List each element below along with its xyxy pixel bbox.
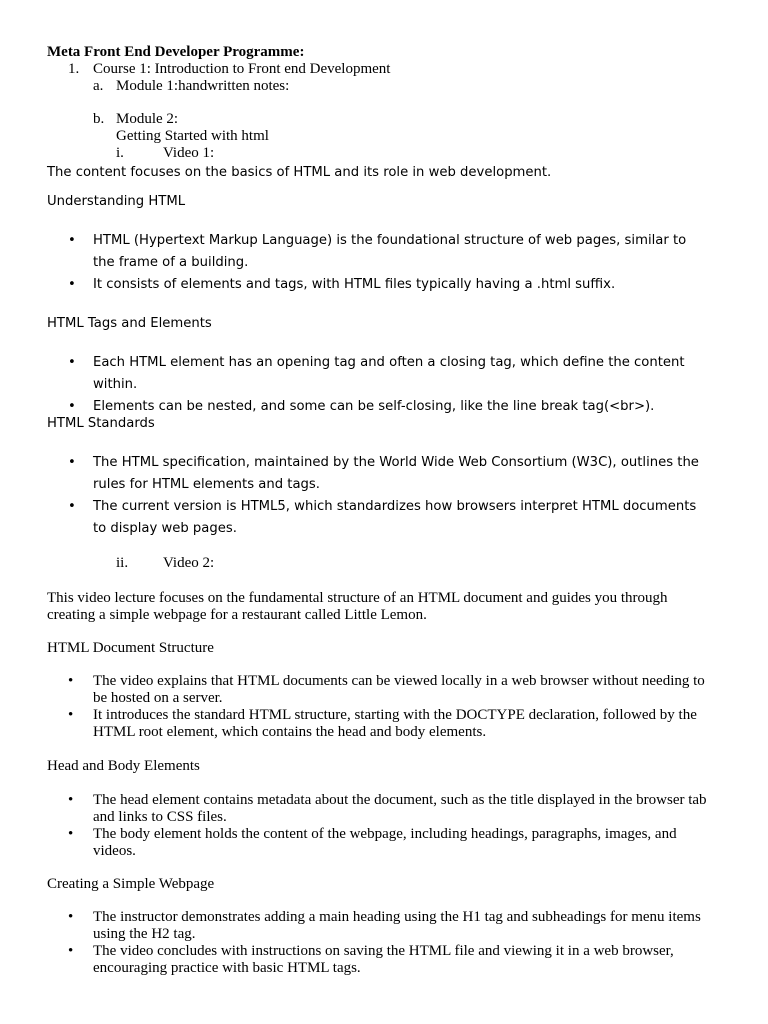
bullet-glyph: • [68,792,74,808]
section-heading: Understanding HTML [47,194,186,209]
list-item: • The head element contains metadata about the document, such as the title displayed in the browser tab and links to CSS files. [68,792,707,825]
bullet-glyph: • [68,909,74,925]
bullet-list [68,452,710,540]
section-heading: Creating a Simple Webpage [47,876,215,892]
section-heading: Head and Body Elements [47,758,200,774]
video-2-numeral: ii. [116,555,129,571]
list-item: • The video explains that HTML documents can be viewed locally in a web browser without needing to be hosted on a server. [68,673,705,706]
course-label: Course 1: Introduction to Front end Development [93,61,391,77]
bullet-glyph: • [68,673,74,689]
list-item: • The current version is HTML5, which standardizes how browsers interpret HTML documents to display web pages. [68,496,710,540]
bullet-list [68,230,710,296]
bullet-glyph: • [68,233,76,248]
list-item: • The HTML specification, maintained by the World Wide Web Consortium (W3C), outlines the rules for HTML elements and tags. [68,452,710,496]
module-2-subtitle: Getting Started with html [116,128,269,144]
bullet-glyph: • [68,355,76,370]
bullet-glyph: • [68,499,76,514]
video-2-item [116,555,215,572]
bullet-glyph: • [68,826,74,842]
list-item: • The body element holds the content of the webpage, including headings, paragraphs, images, and videos. [68,826,677,859]
section-heading: HTML Tags and Elements [47,316,212,331]
module-1-letter: a. [93,78,104,94]
video-1-intro: The content focuses on the basics of HTML and its role in web development. [47,165,552,180]
bullet-list [68,909,710,977]
bullet-list [68,352,710,418]
bullet-glyph: • [68,277,76,292]
list-item: • Elements can be nested, and some can be self-closing, like the line break tag(<br>). [68,396,710,418]
list-item: • HTML (Hypertext Markup Language) is the foundational structure of web pages, similar to the frame of a building. [68,230,710,274]
list-item: • The video concludes with instructions on saving the HTML file and viewing it in a web browser, encouraging practice with basic HTML tags. [68,943,674,976]
bullet-list [68,792,710,860]
section-heading: HTML Document Structure [47,640,214,656]
module-2-label: Module 2: [116,111,179,127]
module-2-letter: b. [93,111,105,127]
video-1-label: Video 1: [163,145,215,161]
list-item: • The instructor demonstrates adding a main heading using the H1 tag and subheadings for menu items using the H2 tag. [68,909,701,942]
bullet-glyph: • [68,707,74,723]
bullet-list [68,673,710,741]
module-1-label: Module 1:handwritten notes: [116,78,290,94]
video-2-label: Video 2: [163,555,215,571]
course-number: 1. [68,61,80,77]
video-2-intro: This video lecture focuses on the fundamental structure of an HTML document and guides you through creating a simple webpage for a restaurant called Little Lemon. [47,590,668,623]
bullet-glyph: • [68,455,76,470]
list-item: • Each HTML element has an opening tag and often a closing tag, which define the content within. [68,352,710,396]
section-heading: HTML Standards [47,416,155,431]
list-item: • It consists of elements and tags, with HTML files typically having a .html suffix. [68,274,710,296]
video-1-item [116,145,215,162]
bullet-glyph: • [68,943,74,959]
bullet-glyph: • [68,399,76,414]
document-title: Meta Front End Developer Programme: [47,44,305,60]
video-1-numeral: i. [116,145,124,161]
list-item: • It introduces the standard HTML structure, starting with the DOCTYPE declaration, followed by the HTML root element, which contains the head and body elements. [68,707,697,740]
